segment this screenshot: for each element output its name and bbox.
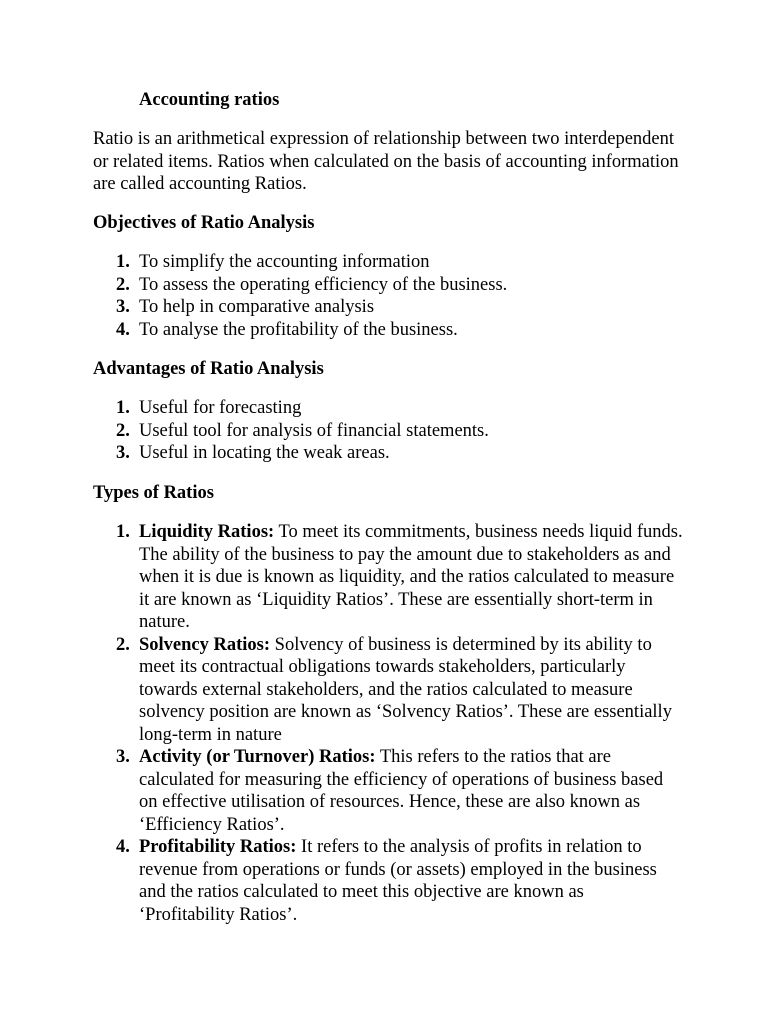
- advantages-heading: Advantages of Ratio Analysis: [93, 359, 324, 379]
- list-item: 1. Useful for forecasting: [116, 398, 302, 418]
- objectives-heading: Objectives of Ratio Analysis: [93, 213, 315, 233]
- term-label: Profitability Ratios:: [139, 837, 297, 857]
- list-item: 3. To help in comparative analysis: [116, 297, 375, 317]
- list-item: 4. To analyse the profitability of the business.: [116, 319, 458, 340]
- types-heading: Types of Ratios: [93, 483, 214, 503]
- list-item: 2. Solvency Ratios: Solvency of business is determined by its ability to meet its contractual obligations towards stakeholders, particularly towards external stakeholders, and the ratios calculated to measure solvency position are known as ‘Solvency Ratios’. These are essentially long-term in nature: [116, 634, 672, 745]
- intro-paragraph: Ratio is an arithmetical expression of relationship between two interdependent or related items. Ratios when calculated on the basis of accounting information are called accounting Ratios.: [93, 129, 679, 194]
- term-label: Activity (or Turnover) Ratios:: [139, 747, 376, 767]
- types-list: [93, 521, 683, 926]
- list-item: 3. Useful in locating the weak areas.: [116, 443, 390, 463]
- term-label: Liquidity Ratios:: [139, 522, 275, 542]
- list-item: 4. Profitability Ratios: It refers to the analysis of profits in relation to revenue from operations or funds (or assets) employed in the business and the ratios calculated to meet this objective are known as ‘Profitability Ratios’.: [116, 837, 657, 925]
- list-item: 1. Liquidity Ratios: To meet its commitments, business needs liquid funds. The ability of the business to pay the amount due to stakeholders as and when it is due is known as liquidity, and the ratios calculated to measure it are known as ‘Liquidity Ratios’. These are essentially short-term in nature.: [116, 522, 683, 632]
- term-label: Solvency Ratios:: [139, 634, 271, 655]
- list-item: 2. To assess the operating efficiency of the business.: [116, 274, 508, 295]
- document-title: Accounting ratios: [139, 90, 280, 110]
- list-item: 3. Activity (or Turnover) Ratios: This refers to the ratios that are calculated for measuring the efficiency of operations of business based on effective utilisation of resources. Hence, these are also known as ‘Efficiency Ratios’.: [116, 747, 664, 835]
- list-item: 1. To simplify the accounting information: [116, 252, 430, 272]
- list-item: 2. Useful tool for analysis of financial statements.: [116, 420, 489, 441]
- advantages-list: [93, 397, 683, 465]
- objectives-list: [93, 251, 683, 341]
